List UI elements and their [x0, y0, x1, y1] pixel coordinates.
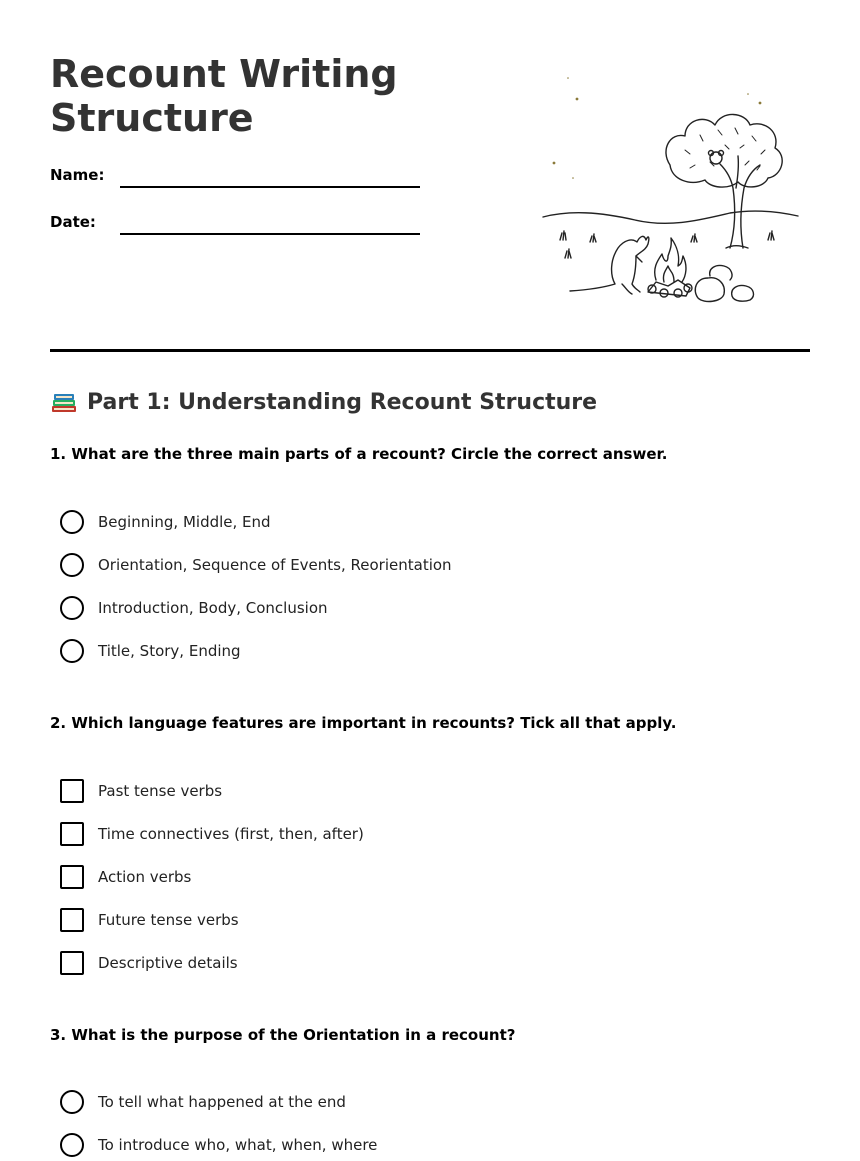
- radio-circle[interactable]: [60, 553, 84, 577]
- option-label: To tell what happened at the end: [98, 1093, 346, 1111]
- question-3: 3. What is the purpose of the Orientation in a recount?: [50, 1026, 516, 1044]
- date-field[interactable]: [120, 233, 420, 235]
- checkbox[interactable]: [60, 951, 84, 975]
- q1-option-3[interactable]: [60, 595, 328, 621]
- radio-circle[interactable]: [60, 639, 84, 663]
- q2-option-5[interactable]: [60, 950, 238, 976]
- question-1: 1. What are the three main parts of a recount? Circle the correct answer.: [50, 445, 668, 463]
- checkbox[interactable]: [60, 822, 84, 846]
- section-title-text: Part 1: Understanding Recount Structure: [87, 389, 598, 415]
- option-label: Time connectives (first, then, after): [98, 825, 364, 843]
- option-label: Future tense verbs: [98, 911, 239, 929]
- radio-circle[interactable]: [60, 1090, 84, 1114]
- option-label: Orientation, Sequence of Events, Reorientation: [98, 556, 452, 574]
- radio-circle[interactable]: [60, 1133, 84, 1157]
- page-title: Recount Writing Structure: [50, 52, 398, 140]
- q2-option-3[interactable]: [60, 864, 191, 890]
- q2-option-2[interactable]: [60, 821, 364, 847]
- radio-circle[interactable]: [60, 510, 84, 534]
- checkbox[interactable]: [60, 908, 84, 932]
- option-label: Beginning, Middle, End: [98, 513, 271, 531]
- option-label: To introduce who, what, when, where: [98, 1136, 378, 1154]
- option-label: Past tense verbs: [98, 782, 223, 800]
- outback-campfire-kangaroo-illustration: [540, 70, 802, 305]
- option-label: Descriptive details: [98, 954, 238, 972]
- question-2: 2. Which language features are important in recounts? Tick all that apply.: [50, 714, 677, 732]
- section-title-part-1: [50, 389, 597, 415]
- name-field[interactable]: [120, 186, 420, 188]
- q3-option-2[interactable]: [60, 1132, 377, 1158]
- q1-option-1[interactable]: [60, 509, 271, 535]
- option-label: Title, Story, Ending: [98, 642, 241, 660]
- name-label: Name:: [50, 166, 105, 184]
- q3-option-1[interactable]: [60, 1089, 346, 1115]
- books-icon: [50, 389, 78, 415]
- section-divider: [50, 349, 810, 352]
- date-label: Date:: [50, 213, 96, 231]
- checkbox[interactable]: [60, 779, 84, 803]
- q1-option-2[interactable]: [60, 552, 452, 578]
- q1-option-4[interactable]: [60, 638, 241, 664]
- checkbox[interactable]: [60, 865, 84, 889]
- q2-option-1[interactable]: [60, 778, 222, 804]
- radio-circle[interactable]: [60, 596, 84, 620]
- option-label: Action verbs: [98, 868, 192, 886]
- q2-option-4[interactable]: [60, 907, 239, 933]
- option-label: Introduction, Body, Conclusion: [98, 599, 328, 617]
